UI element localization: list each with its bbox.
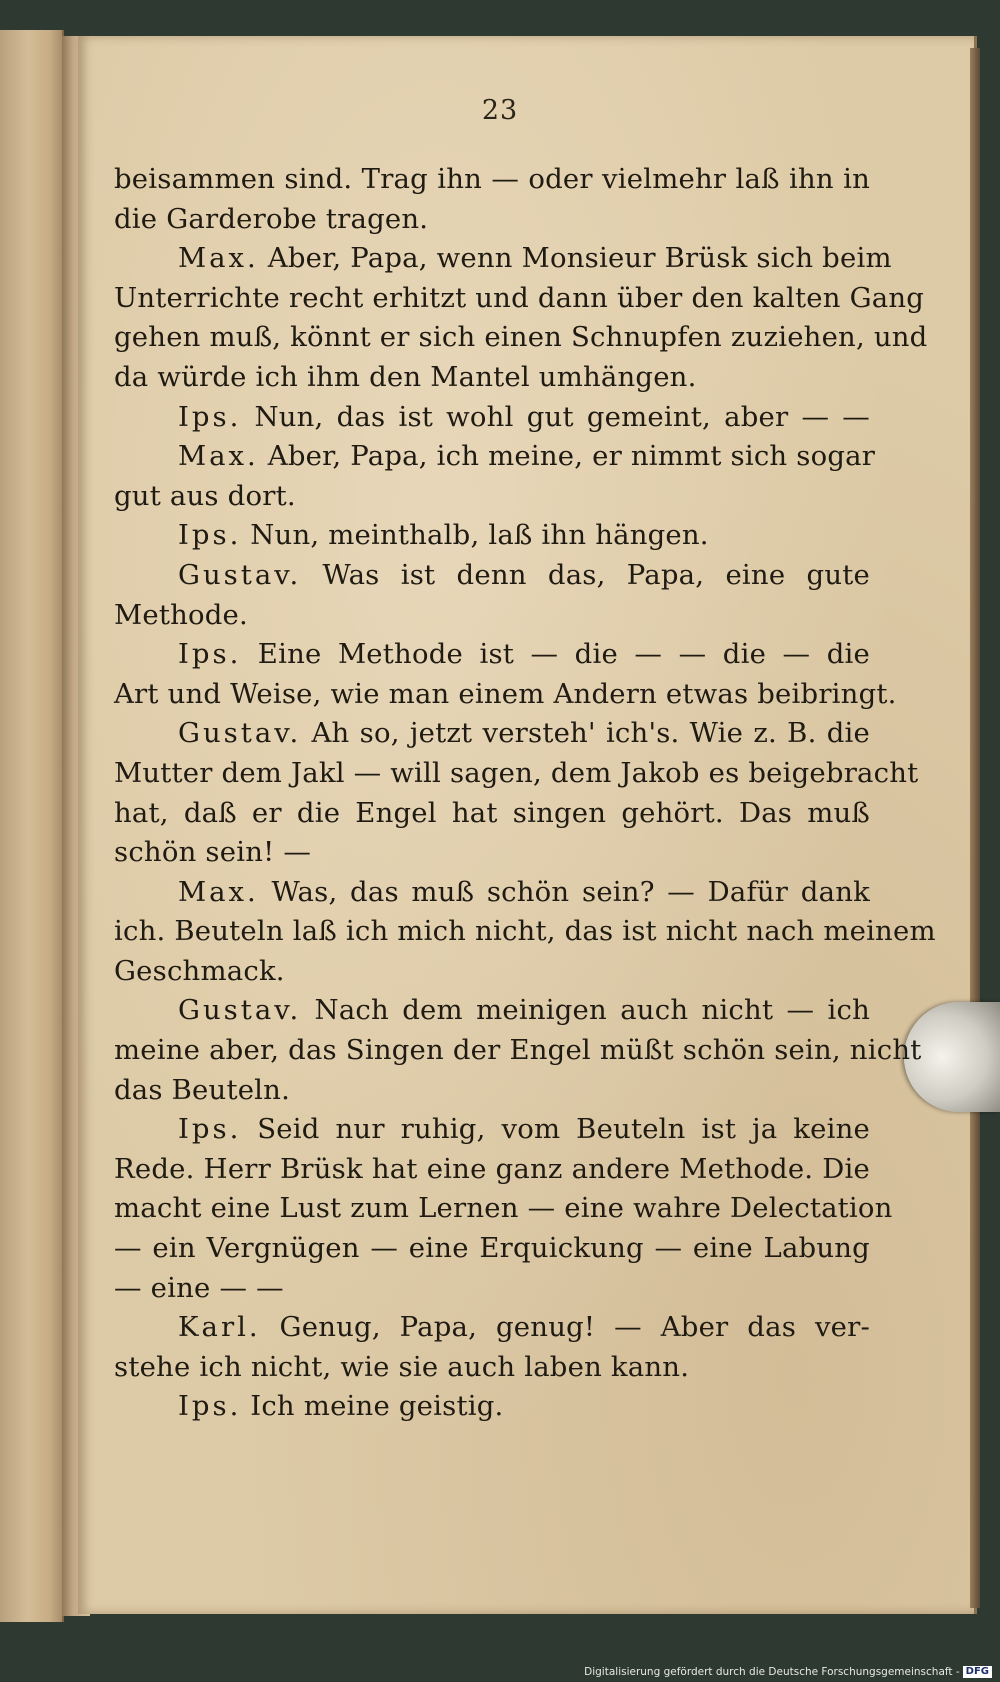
text-line (114, 318, 928, 358)
text-line (114, 477, 870, 517)
line-text: schön sein! — (114, 836, 312, 869)
text-line (114, 1308, 870, 1348)
speaker-name: Gustav. (178, 994, 302, 1027)
line-text: die Garderobe tragen. (114, 202, 429, 235)
line-text: Aber, Papa, wenn Monsieur Brüsk sich beim (258, 242, 892, 275)
text-line (114, 160, 870, 200)
text-line (114, 912, 936, 952)
line-text: Aber, Papa, ich meine, er nimmt sich sogar (258, 440, 876, 473)
line-text: gehen muß, könnt er sich einen Schnupfen zuziehen, und (114, 321, 928, 354)
text-line (114, 279, 925, 319)
text-line (114, 1071, 870, 1111)
text-line (114, 437, 876, 477)
text-line (114, 833, 870, 873)
line-text: Nach dem meinigen auch nicht — ich (301, 994, 870, 1027)
line-text: — eine — — (114, 1271, 284, 1304)
text-line (114, 398, 870, 438)
text-line (114, 516, 870, 556)
line-text: Nun, meinthalb, laß ihn hängen. (241, 519, 709, 552)
text-line (114, 1269, 870, 1309)
text-line (114, 1110, 870, 1150)
speaker-name: Ips. (178, 1113, 242, 1146)
speaker-name: Max. (178, 242, 259, 275)
line-text: Genug, Papa, genug! — Aber das ver- (260, 1311, 870, 1344)
speaker-name: Ips. (178, 638, 242, 671)
text-line (114, 200, 870, 240)
text-line (114, 635, 870, 675)
text-line (114, 596, 870, 636)
body-text (114, 160, 936, 1427)
line-text: Geschmack. (114, 954, 285, 987)
line-text: gut aus dort. (114, 479, 296, 512)
text-line (114, 1387, 870, 1427)
page-stack-edge (970, 48, 980, 1608)
line-text: — ein Vergnügen — eine Erquickung — eine Labung (114, 1232, 870, 1265)
speaker-name: Ips. (178, 519, 242, 552)
line-text: hat, daß er die Engel hat singen gehört. Das muß (114, 796, 870, 829)
line-text: Mutter dem Jakl — will sagen, dem Jakob es beigebracht (114, 756, 919, 789)
speaker-name: Max. (178, 875, 259, 908)
text-line (114, 952, 870, 992)
line-text: das Beuteln. (114, 1073, 291, 1106)
line-text: Was, das muß schön sein? — Dafür dank (258, 875, 870, 908)
line-text: macht eine Lust zum Lernen — eine wahre Delectation (114, 1192, 893, 1225)
dfg-logo: DFG (963, 1666, 992, 1678)
page-number: 23 (481, 95, 519, 126)
line-text: ich. Beuteln laß ich mich nicht, das ist nicht nach meinem (114, 915, 936, 948)
text-line (114, 794, 870, 834)
credit-text: Digitalisierung gefördert durch die Deutsche Forschungsgemeinschaft - (584, 1666, 960, 1678)
speaker-name: Ips. (178, 400, 242, 433)
text-line (114, 358, 870, 398)
text-line (114, 873, 870, 913)
line-text: Ich meine geistig. (241, 1390, 504, 1423)
speaker-name: Max. (178, 440, 259, 473)
speaker-name: Ips. (178, 1390, 242, 1423)
line-text: meine aber, das Singen der Engel müßt schön sein, nicht (114, 1034, 922, 1067)
text-line (114, 556, 870, 596)
line-text: beisammen sind. Trag ihn — oder vielmehr laß ihn in (114, 163, 870, 195)
text-line (114, 1189, 893, 1229)
line-text: stehe ich nicht, wie sie auch laben kann. (114, 1350, 690, 1383)
text-line (114, 1348, 870, 1388)
line-text: Seid nur ruhig, vom Beuteln ist ja keine (241, 1113, 870, 1146)
line-text: Nun, das ist wohl gut gemeint, aber — — (241, 400, 870, 433)
digitization-credit (584, 1666, 992, 1678)
line-text: Methode. (114, 598, 248, 631)
speaker-name: Karl. (178, 1311, 261, 1344)
line-text: Rede. Herr Brüsk hat eine ganz andere Methode. Die (114, 1152, 870, 1185)
line-text: da würde ich ihm den Mantel umhängen. (114, 360, 697, 393)
text-line (114, 675, 897, 715)
text-line (114, 714, 870, 754)
text-line (114, 754, 919, 794)
speaker-name: Gustav. (178, 558, 302, 591)
text-line (114, 1150, 870, 1190)
line-text: Eine Methode ist — die — — die — die (241, 638, 870, 671)
facing-page-edge (0, 30, 64, 1622)
text-line (114, 1229, 870, 1269)
line-text: Unterrichte recht erhitzt und dann über den kalten Gang (114, 281, 925, 314)
text-line (114, 239, 892, 279)
line-text: Ah so, jetzt versteh' ich's. Wie z. B. die (301, 717, 870, 750)
speaker-name: Gustav. (178, 717, 302, 750)
text-line (114, 1031, 922, 1071)
line-text: Art und Weise, wie man einem Andern etwas beibringt. (114, 677, 897, 710)
text-line (114, 991, 870, 1031)
line-text: Was ist denn das, Papa, eine gute (301, 558, 870, 591)
